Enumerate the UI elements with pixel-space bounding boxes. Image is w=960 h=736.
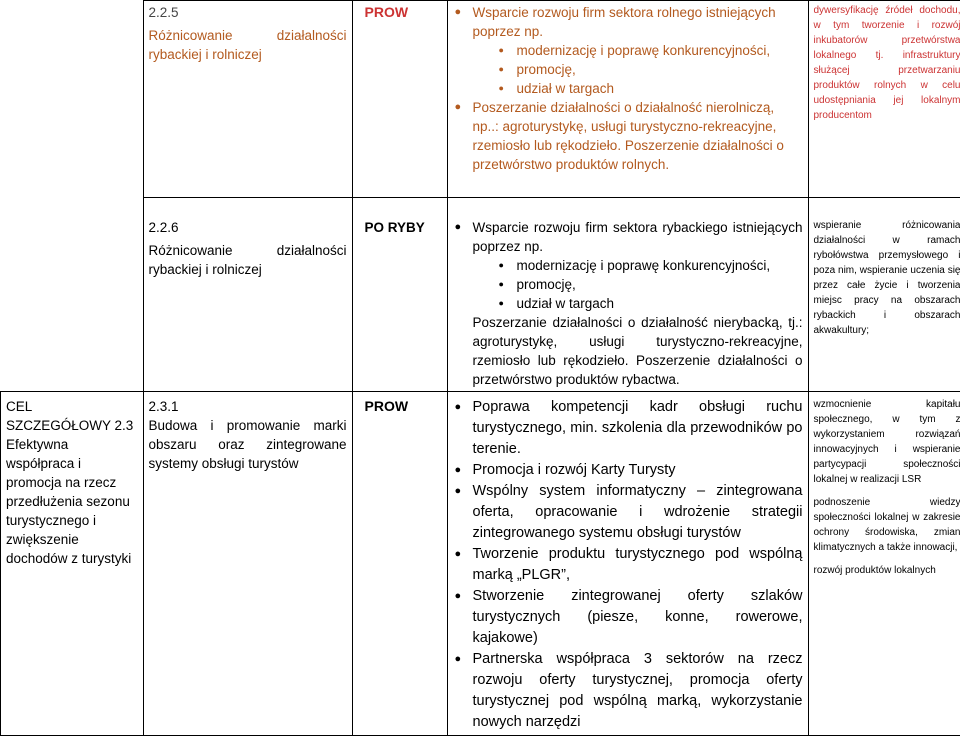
table-row [1,198,960,392]
list-item: ● Wsparcie rozwoju firm sektora rybackiego istniejących poprzez np. [473,218,803,256]
scope-cell [447,1,808,198]
program-label: PROW [352,392,447,736]
list-item: ● udział w targach [517,79,803,98]
scope-cell [447,198,808,392]
list-item: ● Stworzenie zintegrowanej oferty szlaków turystycznych (piesze, konne, rowerowe, kajakowe) [473,586,803,649]
list-item: ● modernizację i poprawę konkurencyjności, [517,256,803,275]
program-label: PO RYBY [352,198,447,392]
list-item: ● Promocja i rozwój Karty Turysty [473,460,803,481]
scope-cell [447,392,808,736]
note-cell: wspieranie różnicowania działalności w ramach rybołówstwa przemysłowego i poza nim, wspieranie uczenia się przez całe życie i tworzenia miejsc pracy na obszarach rybackich i obszarach akwakultury; [808,198,960,392]
list-item: ● Wspólny system informatyczny – zintegrowana oferta, opracowanie i wdrożenie strategii zintegrowanego systemu obsługi turystów [473,481,803,544]
action-title: Różnicowanie działalności rybackiej i rolniczej [149,26,347,64]
list-item: ● modernizację i poprawę konkurencyjności, [517,41,803,60]
action-code: 2.2.6 [149,218,347,237]
goal-cell: CEL SZCZEGÓŁOWY 2.3 Efektywna współpraca i promocja na rzecz przedłużenia sezonu turystycznego i zwiększenie dochodów z turystyki [1,392,144,736]
list-item: ● promocję, [517,275,803,294]
list-item: ● Poszerzanie działalności o działalność nierolniczą, np..: agroturystykę, usługi turystyczno-rekreacyjne, rzemiosło lub rękodzieło. Poszerzenie działalności o przetwórstwo produktów rolnych. [473,98,803,174]
action-cell [143,392,352,736]
action-cell [143,1,352,198]
action-code: 2.3.1 [149,397,347,416]
goal-cell [1,1,144,198]
table-row [1,1,960,198]
note-cell [808,392,960,736]
scope-description: Poszerzanie działalności o działalność nierybacką, tj.: agroturystykę, usługi turystyczno-rekreacyjne, rzemiosło lub rękodzieło. Poszerzenie działalności o przetwórstwo produktów rybactwa. [453,313,803,389]
list-item: ● Wsparcie rozwoju firm sektora rolnego istniejących poprzez np. [473,3,803,41]
action-code: 2.2.5 [149,3,347,22]
list-item: ● Tworzenie produktu turystycznego pod wspólną marką „PLGR”, [473,544,803,586]
action-cell [143,198,352,392]
list-item: ● udział w targach [517,294,803,313]
list-item: ● Poprawa kompetencji kadr obsługi ruchu turystycznego, min. szkolenia dla przewodników po terenie. [473,397,803,460]
list-item: ● Partnerska współpraca 3 sektorów na rzecz rozwoju oferty turystycznej, promocja oferty turystycznej pod wspólną marką, wykorzystanie nowych narzędzi [473,649,803,733]
goal-cell [1,198,144,392]
list-item: ● promocję, [517,60,803,79]
note-cell: dywersyfikację źródeł dochodu, w tym tworzenie i rozwój inkubatorów przetwórstwa lokalnego tj. infrastruktury służącej przetwarzaniu produktów rolnych w celu udostępniania jej lokalnym producentom [808,1,960,198]
action-title: Budowa i promowanie marki obszaru oraz zintegrowane systemy obsługi turystów [149,416,347,473]
note-text: rozwój produktów lokalnych [814,563,960,578]
action-title: Różnicowanie działalności rybackiej i rolniczej [149,241,347,279]
note-text: wzmocnienie kapitału społecznego, w tym z wykorzystaniem rozwiązań innowacyjnych i wspieranie partycypacji społeczności lokalnej w realizacji LSR [814,397,960,487]
table-row [1,392,960,736]
note-text: podnoszenie wiedzy społeczności lokalnej w zakresie ochrony środowiska, zmian klimatycznych a także innowacji, [814,495,960,555]
program-label: PROW [352,1,447,198]
